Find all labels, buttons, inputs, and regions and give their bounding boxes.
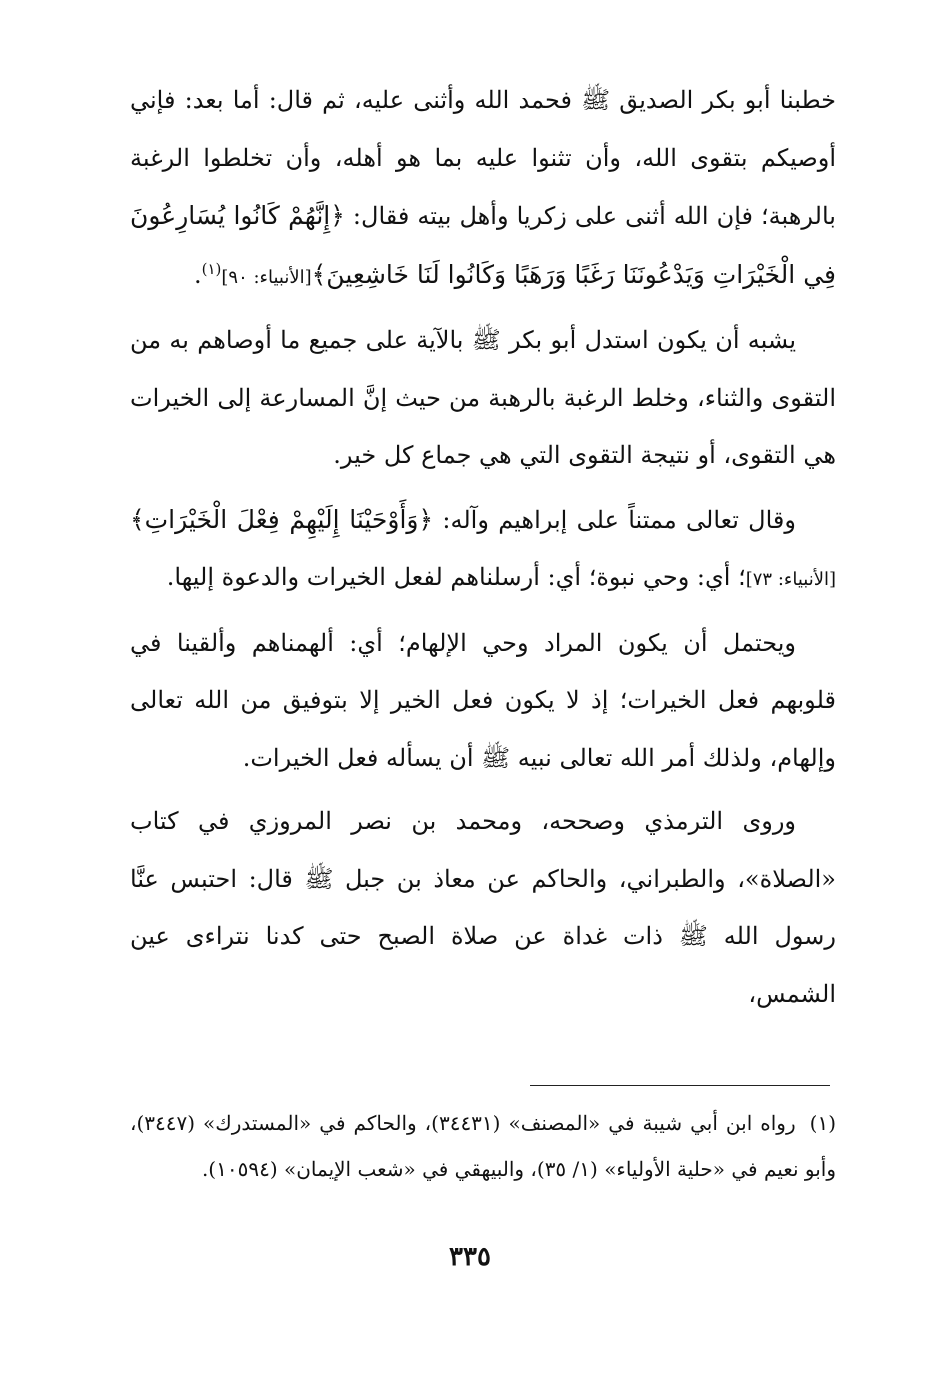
quran-verse: ﴿إِنَّهُمْ كَانُوا يُسَارِعُونَ فِي الْخَيْرَاتِ وَيَدْعُونَنَا رَغَبًا وَرَهَبًا وَكَانُوا لَنَا خَاشِعِينَ﴾: [130, 201, 836, 289]
paragraph-3-text: وقال تعالى ممتناً على إبراهيم وآله:: [433, 505, 796, 534]
footnote-item: [130, 1100, 836, 1192]
paragraph-1-end: .: [193, 260, 202, 289]
verse-reference: [الأنبياء: ٧٣]: [745, 569, 836, 590]
paragraph-3: [130, 491, 836, 609]
footnote-text: رواه ابن أبي شيبة في «المصنف» (٣٤٤٣١)، والحاكم في «المستدرك» (٣٤٤٧)، وأبو نعيم في «حلية الأولياء» (١/ ٣٥)، والبيهقي في «شعب الإيمان» (١٠٥٩٤).: [130, 1111, 836, 1181]
paragraph-1-text: خطبنا أبو بكر الصديق ﷺ فحمد الله وأثنى عليه، ثم قال: أما بعد: فإني أوصيكم بتقوى الله، وأن تثنوا عليه بما هو أهله، وأن تخلطوا الرغبة بالرهبة؛ فإن الله أثنى على زكريا وأهل بيته فقال:: [130, 86, 836, 230]
footnote-marker: (١): [201, 259, 222, 278]
page-number: ٣٣٥: [449, 1242, 491, 1272]
paragraph-1: [130, 72, 836, 306]
footnote-number: (١): [809, 1111, 836, 1135]
paragraph-2: يشبه أن يكون استدل أبو بكر ﷺ بالآية على جميع ما أوصاهم به من التقوى والثناء، وخلط الرغبة بالرهبة من حيث إنَّ المسارعة إلى الخيرات هي التقوى، أو نتيجة التقوى التي هي جماع كل خير.: [130, 326, 836, 469]
verse-reference: [الأنبياء: ٩٠]: [221, 266, 312, 288]
paragraph-3-continuation: ؛ أي: وحي نبوة؛ أي: أرسلناهم لفعل الخيرات والدعوة إليها.: [166, 563, 746, 591]
main-text: [130, 72, 836, 1029]
quran-verse: ﴿وَأَوْحَيْنَا إِلَيْهِمْ فِعْلَ الْخَيْرَاتِ﴾: [130, 504, 434, 534]
paragraph-5: وروى الترمذي وصححه، ومحمد بن نصر المروزي في كتاب «الصلاة»، والطبراني، والحاكم عن معاذ بن جبل ﷺ قال: احتبس عنَّا رسول الله ﷺ ذات غداة عن صلاة الصبح حتى كدنا نتراءى عين الشمس،: [130, 807, 836, 1008]
footnotes: [130, 1100, 836, 1192]
footnote-divider: [530, 1085, 830, 1086]
paragraph-4: ويحتمل أن يكون المراد وحي الإلهام؛ أي: ألهمناهم وألقينا في قلوبهم فعل الخيرات؛ إذ لا يكون فعل الخير إلا بتوفيق من الله تعالى وإلهام، ولذلك أمر الله تعالى نبيه ﷺ أن يسأله فعل الخيرات.: [130, 628, 836, 772]
